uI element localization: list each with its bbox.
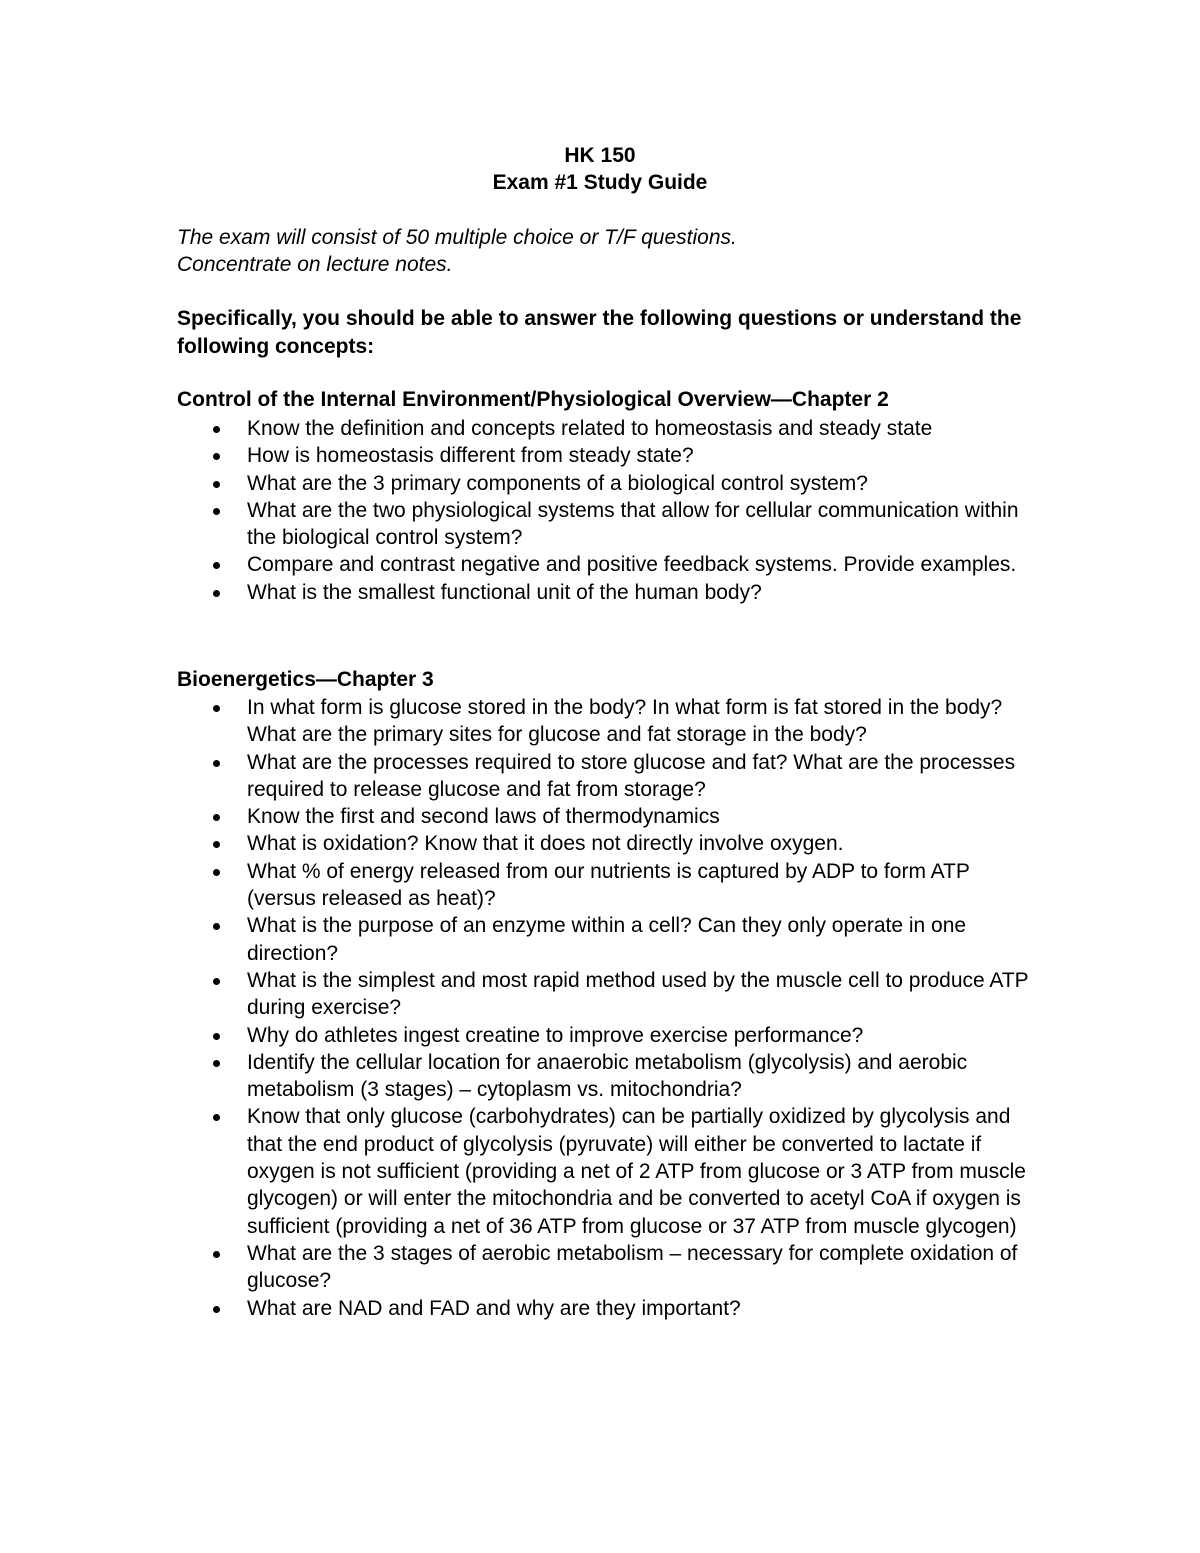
list-item: What are the processes required to store glucose and fat? What are the processes required to release glucose and fat from storage? (0, 749, 1037, 804)
list-item: Identify the cellular location for anaerobic metabolism (glycolysis) and aerobic metabolism (3 stages) – cytoplasm vs. mitochondria? (0, 1049, 1037, 1104)
list-item: Know the definition and concepts related to homeostasis and steady state (0, 415, 1037, 442)
bullet-icon (213, 590, 220, 597)
course-title: HK 150 (564, 144, 636, 167)
document-title: Exam #1 Study Guide (492, 171, 708, 194)
bullet-icon (213, 923, 220, 930)
list-item: What are the 3 stages of aerobic metabolism – necessary for complete oxidation of glucose? (0, 1240, 1037, 1295)
bullet-icon (213, 814, 220, 821)
list-item: What is the simplest and most rapid method used by the muscle cell to produce ATP during exercise? (0, 967, 1037, 1022)
list-item: What is the smallest functional unit of the human body? (0, 579, 1037, 606)
bullet-icon (213, 869, 220, 876)
bullet-icon (213, 481, 220, 488)
list-item: Compare and contrast negative and positive feedback systems. Provide examples. (0, 551, 1037, 578)
list-item: Know the first and second laws of thermodynamics (0, 803, 1037, 830)
intro-text (177, 224, 737, 278)
list-item: What are NAD and FAD and why are they important? (0, 1295, 1037, 1322)
bullet-icon (213, 978, 220, 985)
bullet-icon (213, 1114, 220, 1121)
bullet-icon (213, 1251, 220, 1258)
list-item: What are the two physiological systems that allow for cellular communication within the biological control system? (0, 497, 1037, 552)
bullet-icon (213, 760, 220, 767)
bullet-icon (213, 841, 220, 848)
list-item: How is homeostasis different from steady state? (0, 442, 1037, 469)
list-item: Why do athletes ingest creatine to improve exercise performance? (0, 1022, 1037, 1049)
list-item: What % of energy released from our nutrients is captured by ADP to form ATP (versus released as heat)? (0, 858, 1037, 913)
list-item: What is the purpose of an enzyme within a cell? Can they only operate in one direction? (0, 912, 1037, 967)
list-item: Know that only glucose (carbohydrates) can be partially oxidized by glycolysis and that the end product of glycolysis (pyruvate) will either be converted to lactate if oxygen is not sufficient (providing a net of 2 ATP from glucose or 3 ATP from muscle glycogen) or will enter the mitochondria and be converted to acetyl CoA if oxygen is sufficient (providing a net of 36 ATP from glucose or 37 ATP from muscle glycogen) (0, 1103, 1037, 1239)
list-item: What are the 3 primary components of a biological control system? (0, 470, 1037, 497)
bullet-icon (213, 705, 220, 712)
bullet-icon (213, 1060, 220, 1067)
bullet-icon (213, 508, 220, 515)
section-list-chapter-2 (0, 415, 1037, 606)
instructions: Specifically, you should be able to answer the following questions or understand the following concepts: (177, 307, 1022, 358)
list-item: In what form is glucose stored in the body? In what form is fat stored in the body? What are the primary sites for glucose and fat storage in the body? (0, 694, 1037, 749)
bullet-icon (213, 453, 220, 460)
bullet-icon (213, 562, 220, 569)
list-item: What is oxidation? Know that it does not directly involve oxygen. (0, 830, 1037, 857)
section-heading-chapter-3: Bioenergetics—Chapter 3 (177, 668, 434, 691)
section-list-chapter-3 (0, 694, 1037, 1322)
bullet-icon (213, 426, 220, 433)
section-heading-chapter-2: Control of the Internal Environment/Physiological Overview—Chapter 2 (177, 388, 889, 411)
bullet-icon (213, 1033, 220, 1040)
intro-line-concentrate: Concentrate on lecture notes. (177, 253, 453, 276)
intro-line-exam-format: The exam will consist of 50 multiple choice or T/F questions. (177, 226, 737, 249)
bullet-icon (213, 1306, 220, 1313)
